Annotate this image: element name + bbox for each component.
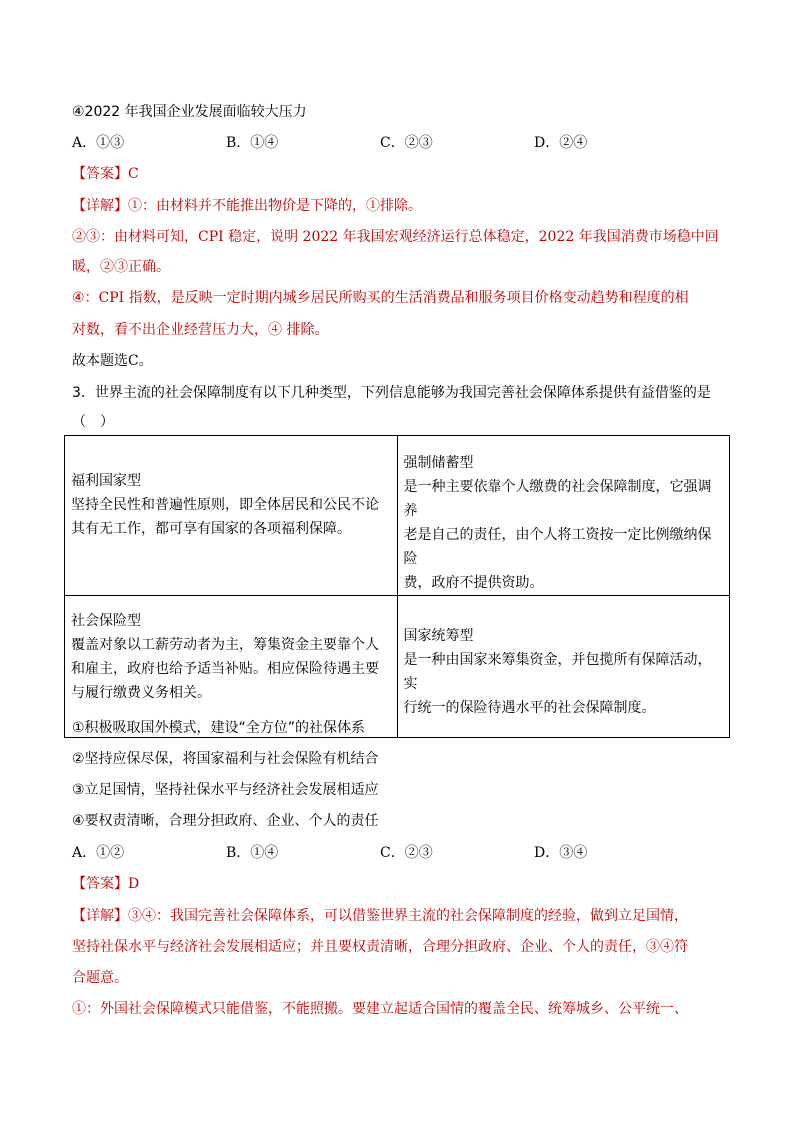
cell-title: 国家统筹型 bbox=[403, 628, 474, 644]
q2-item-4: ④2022 年我国企业发展面临较大压力 bbox=[72, 104, 307, 120]
q2-detail-4: ④：CPI 指数，是反映一定时期内城乡居民所购买的生活消费品和服务项目价格变动趋势和程度的相 bbox=[72, 290, 689, 306]
cell-text-line: 老是自己的责任，由个人将工资按一定比例缴纳保险 bbox=[403, 527, 712, 567]
q3-option-b: B．①④ bbox=[226, 845, 279, 861]
q3-option-a: A．①② bbox=[72, 845, 125, 861]
cell-text-line: 行统一的保险待遇水平的社会保障制度。 bbox=[403, 700, 656, 716]
q2-conclusion: 故本题选C。 bbox=[72, 353, 153, 369]
answer-tag: 【答案】 bbox=[72, 876, 128, 892]
table-cell-social-insurance bbox=[65, 596, 398, 738]
q2-option-a: A．①③ bbox=[72, 135, 125, 151]
table-cell-compulsory-savings bbox=[397, 436, 730, 596]
table-cell-welfare-state bbox=[65, 436, 398, 596]
q2-detail-3: 暖，②③正确。 bbox=[72, 259, 170, 275]
q3-item-3: ③立足国情，坚持社保水平与经济社会发展相适应 bbox=[72, 782, 379, 798]
q3-option-c: C．②③ bbox=[380, 845, 433, 861]
answer-value: D bbox=[128, 876, 140, 892]
q3-answer bbox=[72, 874, 139, 894]
answer-tag: 【答案】 bbox=[72, 166, 128, 182]
q2-detail-1 bbox=[72, 196, 422, 216]
q2-option-c: C．②③ bbox=[380, 135, 433, 151]
cell-title: 强制储蓄型 bbox=[403, 455, 474, 471]
detail-text: ③④：我国完善社会保障体系，可以借鉴世界主流的社会保障制度的经验，做到立足国情， bbox=[128, 908, 688, 924]
cell-text-line: 覆盖对象以工薪劳动者为主，筹集资金主要靠个人 bbox=[71, 637, 379, 653]
answer-value: C bbox=[128, 166, 139, 182]
cell-text-line: 其有无工作，都可享有国家的各项福利保障。 bbox=[71, 521, 351, 537]
cell-title: 社会保险型 bbox=[71, 613, 141, 629]
q3-detail-1 bbox=[72, 906, 688, 926]
q3-item-1: ①积极吸取国外模式，建设“全方位”的社保体系 bbox=[72, 720, 366, 736]
social-security-types-table bbox=[64, 435, 730, 738]
q3-detail-4: ①：外国社会保障模式只能借鉴，不能照搬。要建立起适合国情的覆盖全民、统筹城乡、公平统一、 bbox=[72, 1001, 688, 1017]
q3-detail-2: 坚持社保水平与经济社会发展相适应；并且要权责清晰，合理分担政府、企业、个人的责任，③④符 bbox=[72, 939, 688, 955]
q3-detail-3: 合题意。 bbox=[72, 970, 128, 986]
q3-stem-1: 3．世界主流的社会保障制度有以下几种类型，下列信息能够为我国完善社会保障体系提供有益借鉴的是 bbox=[72, 385, 711, 401]
cell-title: 福利国家型 bbox=[71, 473, 141, 489]
q2-detail-2: ②③：由材料可知，CPI 稳定，说明 2022 年我国宏观经济运行总体稳定，2022 年我国消费市场稳中回 bbox=[72, 229, 719, 245]
cell-text-line: 费，政府不提供资助。 bbox=[403, 575, 544, 591]
cell-text-line: 是一种由国家来筹集资金，并包揽所有保障活动，实 bbox=[403, 652, 712, 692]
detail-tag: 【详解】 bbox=[72, 198, 128, 214]
cell-text-line: 坚持全民性和普遍性原则，即全体居民和公民不论 bbox=[71, 497, 379, 513]
detail-tag: 【详解】 bbox=[72, 908, 128, 924]
table-cell-state-planning bbox=[397, 596, 730, 738]
q2-option-d: D．②④ bbox=[534, 135, 588, 151]
detail-text: ①：由材料并不能推出物价是下降的，①排除。 bbox=[128, 198, 422, 214]
q2-option-b: B．①④ bbox=[226, 135, 279, 151]
q3-item-4: ④要权责清晰，合理分担政府、企业、个人的责任 bbox=[72, 813, 379, 829]
cell-text-line: 与履行缴费义务相关。 bbox=[71, 685, 211, 701]
q3-item-2: ②坚持应保尽保，将国家福利与社会保险有机结合 bbox=[72, 751, 379, 767]
q3-option-d: D．③④ bbox=[534, 845, 588, 861]
q2-detail-5: 对数，看不出企业经营压力大，④ 排除。 bbox=[72, 322, 329, 338]
cell-text-line: 和雇主，政府也给予适当补贴。相应保险待遇主要 bbox=[71, 661, 379, 677]
q3-stem-2: （ ） bbox=[72, 414, 114, 430]
cell-text-line: 是一种主要依靠个人缴费的社会保障制度，它强调养 bbox=[403, 479, 712, 519]
q2-answer bbox=[72, 164, 139, 184]
